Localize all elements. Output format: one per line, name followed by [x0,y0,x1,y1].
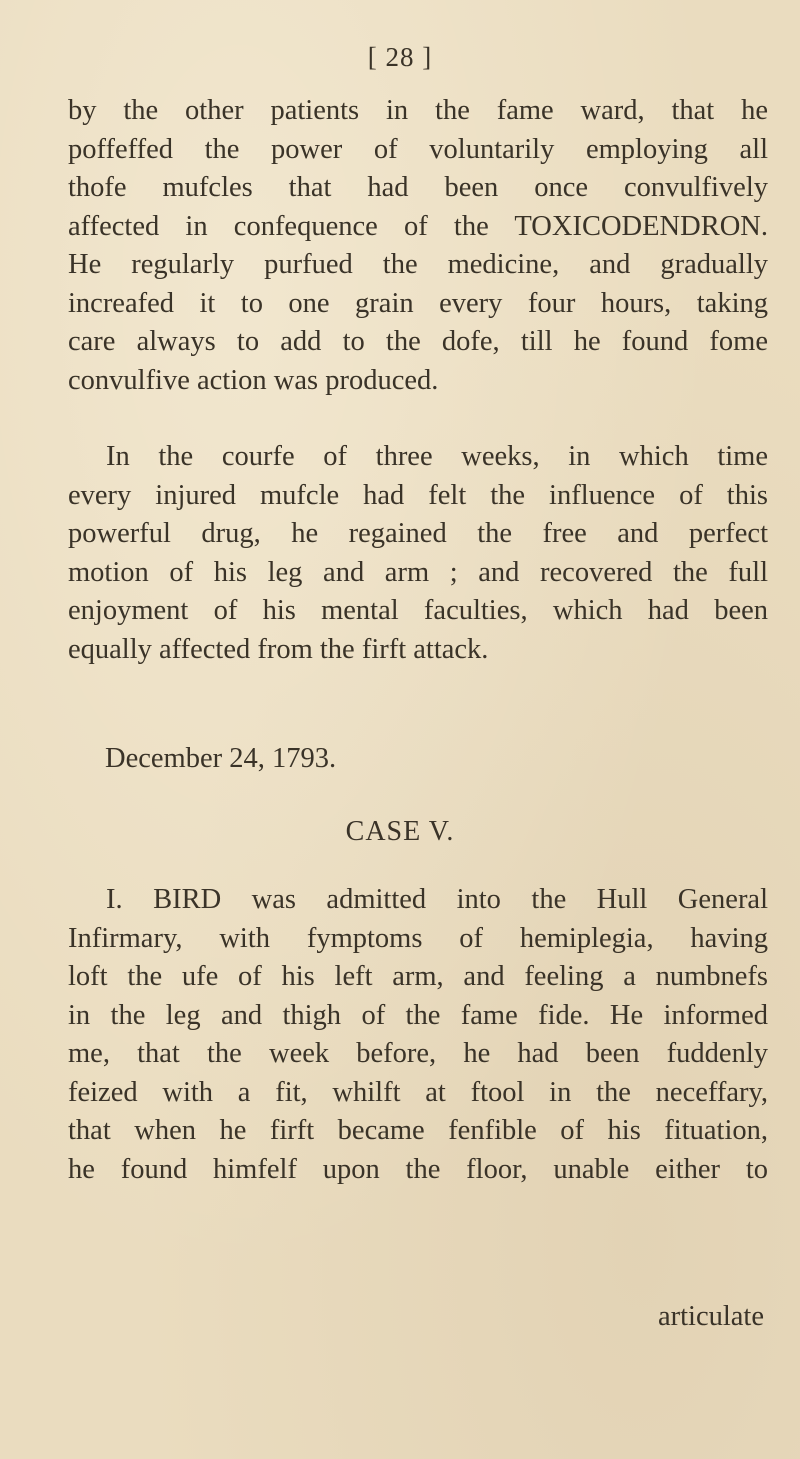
text-line: I. BIRD was admitted into the Hull General [106,884,768,915]
text-line: He regularly purfued the medicine, and gradually [68,249,768,280]
text-line: loft the ufe of his left arm, and feeling a numbnefs [68,961,768,992]
text-line: motion of his leg and arm ; and recovered the full [68,556,768,588]
text-line: by the other patients in the fame ward, that he [68,95,768,126]
page-number: [ 28 ] [367,42,433,72]
text-line: in the leg and thigh of the fame fide. He informed [68,999,768,1031]
text-line: he found himfelf upon the floor, unable either to [68,1153,768,1185]
text-line: equally affected from the firft attack. [68,633,489,665]
text-line: enjoyment of his mental faculties, which had been [68,595,768,626]
text-line: affected in confequence of the TOXICODENDRON. [68,210,768,242]
date-line: December 24, 1793. [105,743,337,774]
catchword: articulate [657,1301,764,1332]
text-line: Infirmary, with fymptoms of hemiplegia, having [68,922,768,954]
text-line: me, that the week before, he had been fuddenly [68,1038,768,1069]
text-line: care always to add to the dofe, till he found fome [68,326,768,357]
text-line: feized with a fit, whilft at ftool in the neceffary, [68,1076,768,1108]
text-line: every injured mufcle had felt the influence of this [68,479,768,511]
text-line: that when he firft became fenfible of his fituation, [68,1115,768,1146]
paragraph-2 [68,438,768,669]
text-line: convulfive action was produced. [68,364,439,396]
case-heading: CASE V. [345,816,455,847]
text-line: poffeffed the power of voluntarily employing all [68,133,768,165]
text-line: thofe mufcles that had been once convulfively [68,172,768,203]
text-line: In the courfe of three weeks, in which time [106,441,768,472]
paragraph-1 [68,92,768,400]
paragraph-3 [68,881,768,1189]
text-line: increafed it to one grain every four hours, taking [68,287,768,319]
text-line: powerful drug, he regained the free and perfect [68,518,768,549]
